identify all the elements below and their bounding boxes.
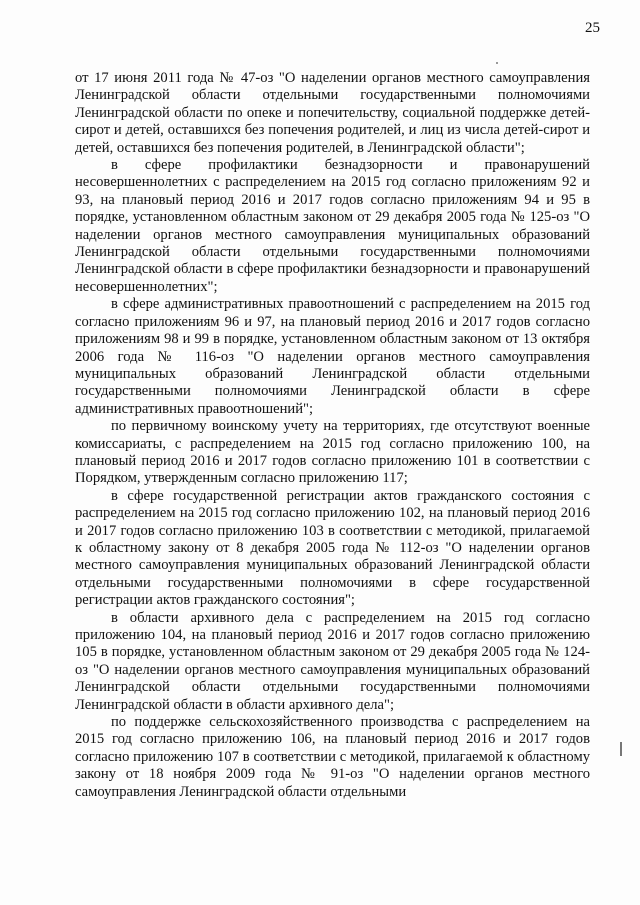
paragraph-administrative-relations: в сфере административных правоотношений с распределением на 2015 год согласно приложениям 96 и 97, на плановый период 2016 и 2017 годов согласно приложениям 98 и 99 в порядке, установленном областным законом от 13 октября 2006 года № 116-оз "О наделении органов местного самоуправления муниципальных образований Ленинградской области отдельными государственными полномочиями Ленинградской области в сфере административных правоотношений"; [75, 296, 590, 417]
document-body [75, 70, 590, 801]
paragraph-military-registration: по первичному воинскому учету на территориях, где отсутствуют военные комиссариаты, с распределением на 2015 год согласно приложению 100, на плановый период 2016 и 2017 годов согласно приложению 101 в соответствии с Порядком, утвержденным согласно приложению 117; [75, 418, 590, 487]
paragraph-guardianship-continuation: от 17 июня 2011 года № 47-оз "О наделении органов местного самоуправления Ленинградской области отдельными государственными полномочиями Ленинградской области по опеке и попечительству, социальной поддержке детей-сирот и детей, оставшихся без попечения родителей, и лиц из числа детей-сирот и детей, оставшихся без попечения родителей, в Ленинградской области"; [75, 70, 590, 156]
paragraph-archives: в области архивного дела с распределением на 2015 год согласно приложению 104, на плановый период 2016 и 2017 годов согласно приложению 105 в порядке, установленном областным законом от 29 декабря 2005 года № 124-оз "О наделении органов местного самоуправления муниципальных образований Ленинградской области отдельными государственными полномочиями Ленинградской области в области архивного дела"; [75, 609, 590, 713]
page-number: 25 [585, 20, 600, 36]
paragraph-agriculture: по поддержке сельскохозяйственного производства с распределением на 2015 год согласно приложению 106, на плановый период 2016 и 2017 годов согласно приложению 107 в соответствии с методикой, прилагаемой к областному закону от 18 ноября 2009 года № 91-оз "О наделении органов местного самоуправления Ленинградской области отдельными [75, 714, 590, 800]
paragraph-juvenile-prevention: в сфере профилактики безнадзорности и правонарушений несовершеннолетних с распределением на 2015 год согласно приложениям 92 и 93, на плановый период 2016 и 2017 годов согласно приложениям 94 и 95 в порядке, установленном областным законом от 29 декабря 2005 года № 125-оз "О наделении органов местного самоуправления муниципальных образований Ленинградской области отдельными государственными полномочиями Ленинградской области в сфере профилактики безнадзорности и правонарушений несовершеннолетних"; [75, 157, 590, 295]
scan-speck [496, 62, 498, 64]
paragraph-civil-registration: в сфере государственной регистрации актов гражданского состояния с распределением на 2015 год согласно приложению 102, на плановый период 2016 и 2017 годов согласно приложению 103 в соответствии с методикой, прилагаемой к областному закону от 8 декабря 2005 года № 112-оз "О наделении органов местного самоуправления муниципальных образований Ленинградской области отдельными государственными полномочиями в сфере государственной регистрации актов гражданского состояния"; [75, 487, 590, 609]
scan-edge-mark [620, 742, 622, 756]
